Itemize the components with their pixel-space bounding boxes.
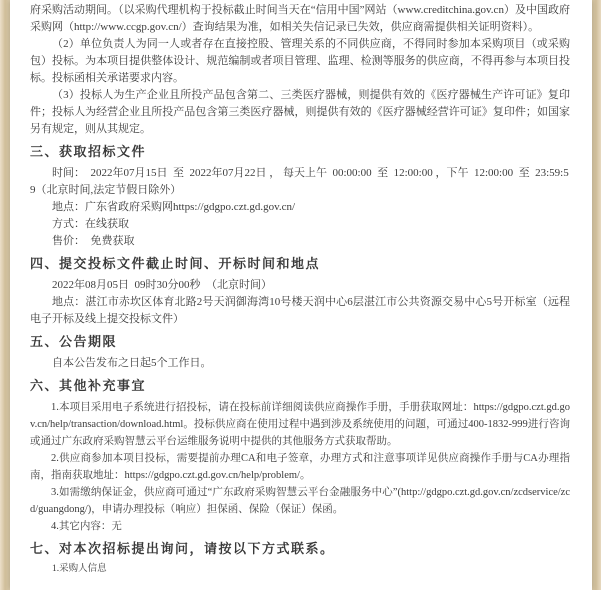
paragraph-credit-china-note: 府采购活动期间。（以采购代理机构于投标截止时间当天在“信用中国”网站（www.creditchina.gov.cn）及中国政府采购网（http://www.ccgp.gov.cn/）查询结果为准，如相关失信记录已失效，供应商需提供相关证明资料）。 [30,4,570,33]
section-title-submission-deadline: 四、提交投标文件截止时间、开标时间和地点 [30,256,321,271]
obtain-price: 售价： 免费获取 [52,235,135,247]
section-title-announcement-period: 五、公告期限 [30,334,118,349]
section-title-other-matters: 六、其他补充事宜 [30,378,147,393]
obtain-place: 地点：广东省政府采购网https://gdgpo.czt.gd.gov.cn/ [52,201,296,213]
obtain-method: 方式：在线获取 [52,218,129,230]
paragraph-rule-2: （2）单位负责人为同一人或者存在直接控股、管理关系的不同供应商，不得同时参加本采购项目（或采购包）投标。为本项目提供整体设计、规范编制或者项目管理、监理、检测等服务的供应商，不得再参与本项目投标。投标函相关承诺要求内容。 [30,38,570,84]
other-matters-list [30,399,570,535]
paragraph-rule-3: （3）投标人为生产企业且所投产品包含第二、三类医疗器械，则提供有效的《医疗器械生产许可证》复印件；投标人为经营企业且所投产品包含第三类医疗器械，则提供有效的《医疗器械经营许可证》复印件；如国家另有规定，则从其规定。 [30,89,570,135]
obtain-time: 时间： 2022年07月15日 至 2022年07月22日 ， 每天上午 00:00:00 至 12:00:00 ，下午 12:00:00 至 23:59:59（北京时间,法定节假日除外） [30,167,569,196]
other-matter-2-ca-signature: 2.供应商参加本项目投标，需要提前办理CA和电子签章，办理方式和注意事项详见供应商操作手册与CA办理指南，指南获取地址：https://gdgpo.czt.gd.gov.cn/help/problem/。 [30,453,570,481]
section-title-obtain-bid-documents: 三、获取招标文件 [30,144,147,159]
other-matter-3-deposit-guarantee: 3.如需缴纳保证金，供应商可通过“广东政府采购智慧云平台金融服务中心”(http://gdgpo.czt.gd.gov.cn/zcdservice/zcd/guangdong/)，申请办理投标（响应）担保函、保险（保证）保函。 [30,487,570,515]
announcement-period-text: 自本公告发布之日起5个工作日。 [52,357,212,369]
bid-opening-location: 地点：湛江市赤坎区体育北路2号天润御海湾10号楼天润中心6层湛江市公共资源交易中心5号开标室（远程电子开标及线上提交投标文件） [30,296,570,325]
section-title-contact: 七、对本次招标提出询问，请按以下方式联系。 [30,541,335,556]
announcement-body [10,0,592,577]
document-paper [10,0,592,590]
other-matter-1-e-bidding-manual: 1.本项目采用电子系统进行招投标，请在投标前详细阅读供应商操作手册，手册获取网址：https://gdgpo.czt.gd.gov.cn/help/transaction/download.html。投标供应商在使用过程中遇到涉及系统使用的问题，可通过400-1832-999进行咨询或通过广东政府采购智慧云平台运维服务说明中提供的其他服务方式获取帮助。 [30,402,570,447]
purchaser-info-label: 1.采购人信息 [52,564,107,574]
deadline-datetime: 2022年08月05日 09时30分00秒 （北京时间） [52,279,272,291]
other-matter-4-none: 4.其它内容：无 [51,521,122,532]
